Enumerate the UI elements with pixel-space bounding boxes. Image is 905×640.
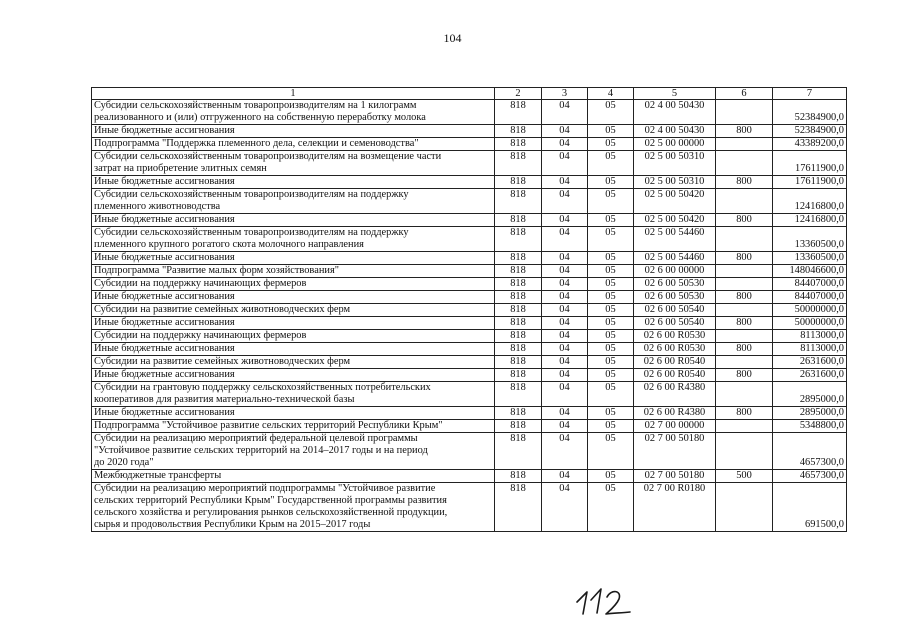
row-subsection-cell: 05: [588, 291, 634, 304]
row-subsection-cell: 05: [588, 330, 634, 343]
row-section-cell: 04: [542, 420, 588, 433]
table-row: [92, 470, 847, 483]
row-amount-cell: 2895000,0: [773, 382, 847, 407]
row-grbs-cell: 818: [495, 343, 542, 356]
table-row: [92, 252, 847, 265]
row-grbs-cell: 818: [495, 151, 542, 176]
row-expense-type-cell: [716, 483, 773, 532]
budget-table: [91, 87, 847, 532]
row-amount-cell: 50000000,0: [773, 304, 847, 317]
row-expense-type-cell: [716, 420, 773, 433]
row-subsection-cell: 05: [588, 189, 634, 214]
row-name-cell: Иные бюджетные ассигнования: [92, 176, 495, 189]
row-amount-cell: 4657300,0: [773, 433, 847, 470]
row-name-cell: Иные бюджетные ассигнования: [92, 343, 495, 356]
table-row: [92, 483, 847, 532]
row-section-cell: 04: [542, 470, 588, 483]
table-row: [92, 291, 847, 304]
row-amount-cell: 4657300,0: [773, 470, 847, 483]
table-row: [92, 356, 847, 369]
row-subsection-cell: 05: [588, 407, 634, 420]
row-target-article-cell: 02 6 00 R0540: [634, 369, 716, 382]
header-cell: 2: [495, 88, 542, 100]
row-section-cell: 04: [542, 433, 588, 470]
row-section-cell: 04: [542, 304, 588, 317]
row-amount-cell: 691500,0: [773, 483, 847, 532]
row-amount-cell: 8113000,0: [773, 330, 847, 343]
header-cell: 4: [588, 88, 634, 100]
row-name-cell: Субсидии на поддержку начинающих фермеров: [92, 330, 495, 343]
row-grbs-cell: 818: [495, 138, 542, 151]
row-name-cell: Иные бюджетные ассигнования: [92, 407, 495, 420]
row-target-article-cell: 02 5 00 54460: [634, 252, 716, 265]
row-subsection-cell: 05: [588, 369, 634, 382]
page-number: 104: [443, 31, 462, 45]
row-expense-type-cell: [716, 100, 773, 125]
row-name-cell: Субсидии сельскохозяйственным товаропроизводителям на поддержку племенного животноводства: [92, 189, 495, 214]
table-row: [92, 100, 847, 125]
row-subsection-cell: 05: [588, 382, 634, 407]
row-expense-type-cell: [716, 304, 773, 317]
row-expense-type-cell: [716, 356, 773, 369]
row-name-cell: Субсидии на поддержку начинающих фермеров: [92, 278, 495, 291]
table-row: [92, 317, 847, 330]
header-cell: 6: [716, 88, 773, 100]
row-section-cell: 04: [542, 125, 588, 138]
row-target-article-cell: 02 5 00 00000: [634, 138, 716, 151]
row-name-cell: Иные бюджетные ассигнования: [92, 317, 495, 330]
row-name-cell: Субсидии на развитие семейных животноводческих ферм: [92, 356, 495, 369]
row-target-article-cell: 02 6 00 50540: [634, 304, 716, 317]
row-name-cell: Иные бюджетные ассигнования: [92, 252, 495, 265]
row-expense-type-cell: [716, 227, 773, 252]
row-section-cell: 04: [542, 252, 588, 265]
table-row: [92, 407, 847, 420]
row-name-cell: Иные бюджетные ассигнования: [92, 125, 495, 138]
row-name-cell: Иные бюджетные ассигнования: [92, 214, 495, 227]
row-grbs-cell: 818: [495, 278, 542, 291]
row-target-article-cell: 02 6 00 00000: [634, 265, 716, 278]
row-amount-cell: 17611900,0: [773, 176, 847, 189]
row-name-cell: Субсидии на развитие семейных животноводческих ферм: [92, 304, 495, 317]
header-cell: 1: [92, 88, 495, 100]
row-name-cell: Субсидии сельскохозяйственным товаропроизводителям на поддержку племенного крупного рогатого скота молочного направления: [92, 227, 495, 252]
row-amount-cell: 2631600,0: [773, 356, 847, 369]
row-target-article-cell: 02 6 00 R4380: [634, 382, 716, 407]
row-amount-cell: 5348800,0: [773, 420, 847, 433]
row-expense-type-cell: [716, 189, 773, 214]
row-grbs-cell: 818: [495, 369, 542, 382]
table-row: [92, 343, 847, 356]
row-section-cell: 04: [542, 278, 588, 291]
header-cell: 5: [634, 88, 716, 100]
row-name-cell: Субсидии сельскохозяйственным товаропроизводителям на 1 килограмм реализованного и (или) отгруженного на собственную переработку молока: [92, 100, 495, 125]
table-row: [92, 278, 847, 291]
row-expense-type-cell: 800: [716, 176, 773, 189]
row-section-cell: 04: [542, 483, 588, 532]
row-subsection-cell: 05: [588, 420, 634, 433]
row-name-cell: Субсидии сельскохозяйственным товаропроизводителям на возмещение части затрат на приобретение элитных семян: [92, 151, 495, 176]
table-row: [92, 151, 847, 176]
row-subsection-cell: 05: [588, 100, 634, 125]
row-expense-type-cell: 800: [716, 291, 773, 304]
row-subsection-cell: 05: [588, 278, 634, 291]
row-grbs-cell: 818: [495, 304, 542, 317]
row-grbs-cell: 818: [495, 214, 542, 227]
row-name-cell: Иные бюджетные ассигнования: [92, 291, 495, 304]
table-row: [92, 304, 847, 317]
row-grbs-cell: 818: [495, 470, 542, 483]
table-row: [92, 176, 847, 189]
table-body: [92, 100, 847, 532]
table-row: [92, 420, 847, 433]
row-amount-cell: 52384900,0: [773, 100, 847, 125]
row-subsection-cell: 05: [588, 227, 634, 252]
table-row: [92, 382, 847, 407]
row-target-article-cell: 02 6 00 50530: [634, 291, 716, 304]
row-target-article-cell: 02 5 00 54460: [634, 227, 716, 252]
row-subsection-cell: 05: [588, 125, 634, 138]
row-grbs-cell: 818: [495, 420, 542, 433]
row-target-article-cell: 02 6 00 R4380: [634, 407, 716, 420]
row-grbs-cell: 818: [495, 189, 542, 214]
row-section-cell: 04: [542, 138, 588, 151]
row-subsection-cell: 05: [588, 252, 634, 265]
row-name-cell: Субсидии на реализацию мероприятий подпрограммы "Устойчивое развитие сельских территорий Республики Крым" Государственной программы развития сельского хозяйства и регулирования рынков сельскохозяйственной продукции, сырья и продовольствия Республики Крым на 2015–2017 годы: [92, 483, 495, 532]
row-section-cell: 04: [542, 317, 588, 330]
row-amount-cell: 84407000,0: [773, 278, 847, 291]
row-name-cell: Подпрограмма "Устойчивое развитие сельских территорий Республики Крым": [92, 420, 495, 433]
row-amount-cell: 12416800,0: [773, 189, 847, 214]
row-name-cell: Подпрограмма "Поддержка племенного дела, селекции и семеноводства": [92, 138, 495, 151]
header-cell: 7: [773, 88, 847, 100]
row-expense-type-cell: [716, 382, 773, 407]
row-target-article-cell: 02 6 00 R0530: [634, 343, 716, 356]
row-amount-cell: 52384900,0: [773, 125, 847, 138]
row-amount-cell: 50000000,0: [773, 317, 847, 330]
row-expense-type-cell: [716, 278, 773, 291]
row-expense-type-cell: 800: [716, 214, 773, 227]
row-section-cell: 04: [542, 382, 588, 407]
table-row: [92, 189, 847, 214]
table-row: [92, 330, 847, 343]
handwritten-signature: [574, 583, 634, 619]
row-amount-cell: 17611900,0: [773, 151, 847, 176]
row-target-article-cell: 02 6 00 R0540: [634, 356, 716, 369]
row-grbs-cell: 818: [495, 265, 542, 278]
row-amount-cell: 148046600,0: [773, 265, 847, 278]
row-amount-cell: 84407000,0: [773, 291, 847, 304]
row-expense-type-cell: 800: [716, 252, 773, 265]
row-target-article-cell: 02 6 00 50530: [634, 278, 716, 291]
row-section-cell: 04: [542, 189, 588, 214]
row-subsection-cell: 05: [588, 138, 634, 151]
table-row: [92, 227, 847, 252]
row-subsection-cell: 05: [588, 151, 634, 176]
row-grbs-cell: 818: [495, 483, 542, 532]
row-grbs-cell: 818: [495, 291, 542, 304]
row-target-article-cell: 02 5 00 50310: [634, 151, 716, 176]
row-target-article-cell: 02 7 00 50180: [634, 470, 716, 483]
row-name-cell: Межбюджетные трансферты: [92, 470, 495, 483]
row-subsection-cell: 05: [588, 483, 634, 532]
row-expense-type-cell: [716, 433, 773, 470]
row-section-cell: 04: [542, 100, 588, 125]
row-grbs-cell: 818: [495, 227, 542, 252]
row-subsection-cell: 05: [588, 470, 634, 483]
row-subsection-cell: 05: [588, 343, 634, 356]
row-amount-cell: 2895000,0: [773, 407, 847, 420]
row-expense-type-cell: [716, 330, 773, 343]
row-expense-type-cell: [716, 138, 773, 151]
row-grbs-cell: 818: [495, 433, 542, 470]
row-amount-cell: 13360500,0: [773, 252, 847, 265]
row-section-cell: 04: [542, 176, 588, 189]
row-section-cell: 04: [542, 214, 588, 227]
row-grbs-cell: 818: [495, 407, 542, 420]
row-amount-cell: 2631600,0: [773, 369, 847, 382]
table-row: [92, 369, 847, 382]
row-subsection-cell: 05: [588, 433, 634, 470]
row-section-cell: 04: [542, 265, 588, 278]
row-expense-type-cell: 800: [716, 369, 773, 382]
row-target-article-cell: 02 6 00 50540: [634, 317, 716, 330]
row-amount-cell: 8113000,0: [773, 343, 847, 356]
row-grbs-cell: 818: [495, 176, 542, 189]
row-grbs-cell: 818: [495, 252, 542, 265]
row-section-cell: 04: [542, 291, 588, 304]
table-row: [92, 138, 847, 151]
table-row: [92, 265, 847, 278]
row-target-article-cell: 02 7 00 00000: [634, 420, 716, 433]
row-grbs-cell: 818: [495, 382, 542, 407]
row-amount-cell: 12416800,0: [773, 214, 847, 227]
row-expense-type-cell: 800: [716, 343, 773, 356]
table-row: [92, 125, 847, 138]
row-grbs-cell: 818: [495, 356, 542, 369]
row-expense-type-cell: 800: [716, 407, 773, 420]
row-target-article-cell: 02 5 00 50310: [634, 176, 716, 189]
row-target-article-cell: 02 7 00 50180: [634, 433, 716, 470]
row-section-cell: 04: [542, 227, 588, 252]
row-section-cell: 04: [542, 343, 588, 356]
row-target-article-cell: 02 4 00 50430: [634, 125, 716, 138]
row-subsection-cell: 05: [588, 304, 634, 317]
row-expense-type-cell: 500: [716, 470, 773, 483]
row-subsection-cell: 05: [588, 317, 634, 330]
row-grbs-cell: 818: [495, 330, 542, 343]
row-name-cell: Иные бюджетные ассигнования: [92, 369, 495, 382]
header-cell: 3: [542, 88, 588, 100]
row-section-cell: 04: [542, 151, 588, 176]
row-amount-cell: 43389200,0: [773, 138, 847, 151]
row-section-cell: 04: [542, 407, 588, 420]
row-target-article-cell: 02 7 00 R0180: [634, 483, 716, 532]
row-section-cell: 04: [542, 330, 588, 343]
row-grbs-cell: 818: [495, 125, 542, 138]
row-expense-type-cell: 800: [716, 125, 773, 138]
row-grbs-cell: 818: [495, 100, 542, 125]
table-row: [92, 433, 847, 470]
row-name-cell: Субсидии на грантовую поддержку сельскохозяйственных потребительских кооперативов для развития материально-технической базы: [92, 382, 495, 407]
header-row: [92, 88, 847, 100]
row-subsection-cell: 05: [588, 176, 634, 189]
row-target-article-cell: 02 6 00 R0530: [634, 330, 716, 343]
row-name-cell: Подпрограмма "Развитие малых форм хозяйствования": [92, 265, 495, 278]
row-subsection-cell: 05: [588, 214, 634, 227]
row-subsection-cell: 05: [588, 356, 634, 369]
row-amount-cell: 13360500,0: [773, 227, 847, 252]
table-row: [92, 214, 847, 227]
row-expense-type-cell: 800: [716, 317, 773, 330]
row-target-article-cell: 02 4 00 50430: [634, 100, 716, 125]
row-expense-type-cell: [716, 265, 773, 278]
row-expense-type-cell: [716, 151, 773, 176]
row-grbs-cell: 818: [495, 317, 542, 330]
row-section-cell: 04: [542, 369, 588, 382]
row-target-article-cell: 02 5 00 50420: [634, 189, 716, 214]
row-subsection-cell: 05: [588, 265, 634, 278]
row-target-article-cell: 02 5 00 50420: [634, 214, 716, 227]
row-section-cell: 04: [542, 356, 588, 369]
row-name-cell: Субсидии на реализацию мероприятий федеральной целевой программы "Устойчивое развитие сельских территорий на 2014–2017 годы и на период до 2020 года": [92, 433, 495, 470]
